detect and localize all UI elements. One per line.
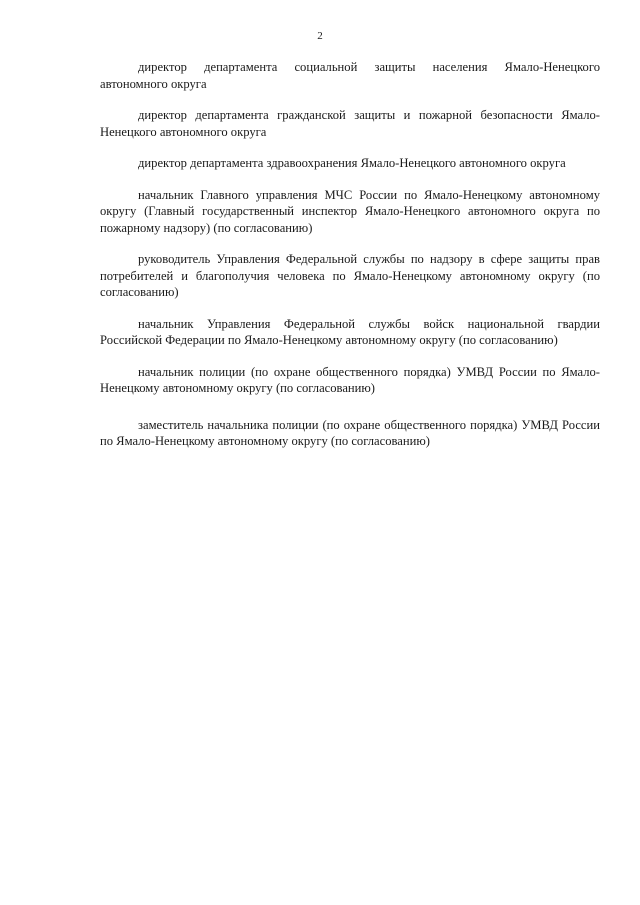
- page-number: 2: [317, 30, 323, 42]
- list-item: директор департамента гражданской защиты и пожарной безопасности Ямало-Ненецкого автономного округа: [100, 108, 600, 139]
- list-item: начальник полиции (по охране общественного порядка) УМВД России по Ямало-Ненецкому автономному округу (по согласованию): [100, 364, 600, 395]
- list-item: заместитель начальника полиции (по охране общественного порядка) УМВД России по Ямало-Ненецкому автономному округу (по согласованию): [100, 417, 600, 448]
- position-list: [100, 59, 600, 450]
- list-item: директор департамента здравоохранения Ямало-Ненецкого автономного округа: [138, 156, 566, 170]
- list-item: начальник Управления Федеральной службы войск национальной гвардии Российской Федерации по Ямало-Ненецкому автономному округу (по согласованию): [100, 316, 600, 347]
- list-item: руководитель Управления Федеральной службы по надзору в сфере защиты прав потребителей и благополучия человека по Ямало-Ненецкому автономному округу (по согласованию): [100, 252, 600, 299]
- list-item: начальник Главного управления МЧС России по Ямало-Ненецкому автономному округу (Главный государственный инспектор Ямало-Ненецкого автономного округа по пожарному надзору) (по согласованию): [100, 187, 600, 235]
- list-item: директор департамента социальной защиты населения Ямало-Ненецкого автономного округа: [100, 60, 600, 91]
